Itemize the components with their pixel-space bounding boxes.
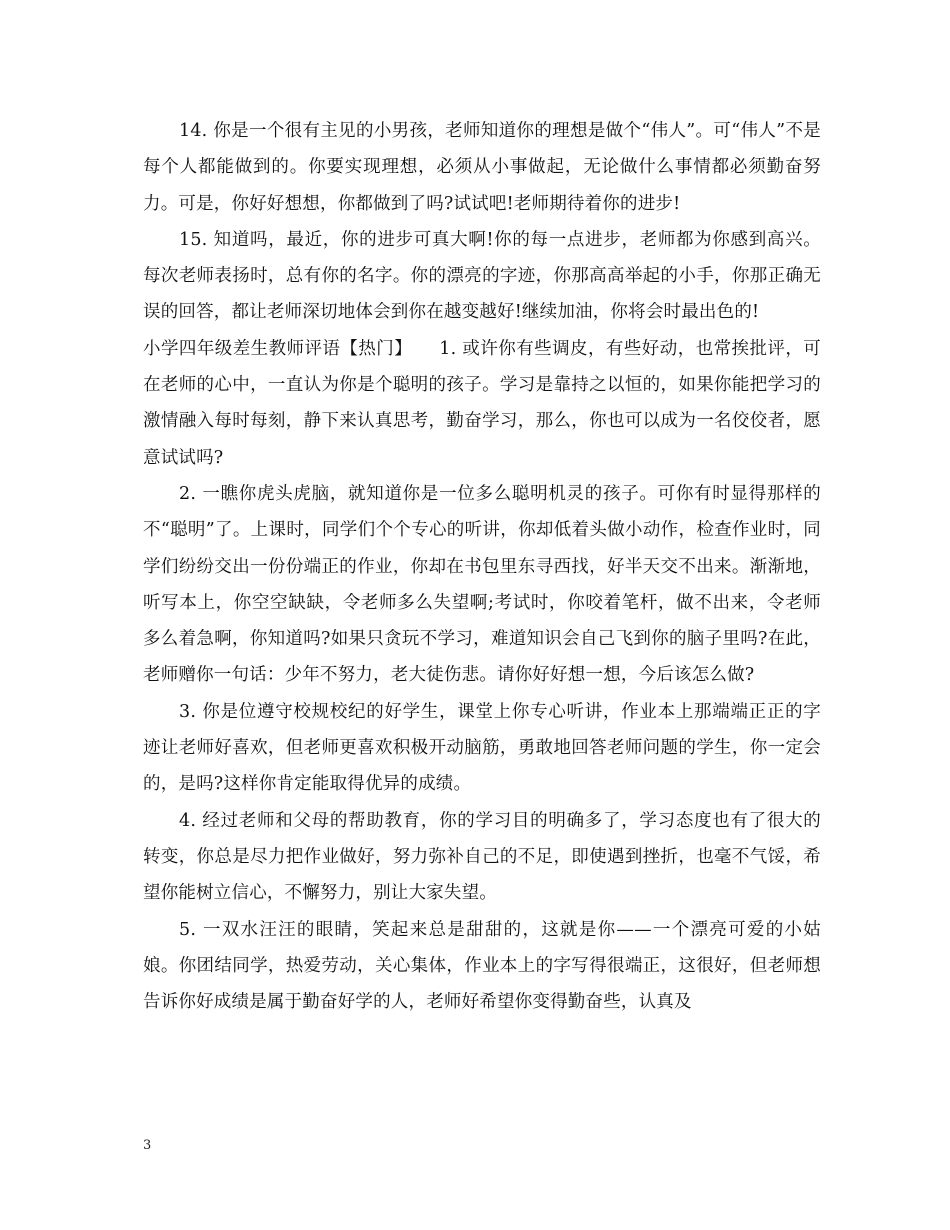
paragraph-comment-3: 3. 你是位遵守校规校纪的好学生，课堂上你专心听讲，作业本上那端端正正的字迹让老师好喜欢，但老师更喜欢积极开动脑筋，勇敢地回答老师问题的学生，你一定会的，是吗?这样你肯定能取得优异的成绩。 xyxy=(143,701,821,795)
paragraph-comment-4: 4. 经过老师和父母的帮助教育，你的学习目的明确多了，学习态度也有了很大的转变，你总是尽力把作业做好，努力弥补自己的不足，即使遇到挫折，也毫不气馁，希望你能树立信心，不懈努力，别让大家失望。 xyxy=(143,810,821,904)
paragraph-section-heading-comment-1: 小学四年级差生教师评语【热门】 1. 或许你有些调皮，有些好动，也常挨批评，可在老师的心中，一直认为你是个聪明的孩子。学习是靠持之以恒的，如果你能把学习的激情融入每时每刻，静下来认真思考，勤奋学习，那么，你也可以成为一名佼佼者，愿意试试吗? xyxy=(143,338,821,468)
page-number: 3 xyxy=(143,1138,152,1153)
document-body xyxy=(143,113,821,1020)
paragraph-comment-14: 14. 你是一个很有主见的小男孩，老师知道你的理想是做个“伟人”。可“伟人”不是每个人都能做到的。你要实现理想，必须从小事做起，无论做什么事情都必须勤奋努力。可是，你好好想想，你都做到了吗?试试吧!老师期待着你的进步! xyxy=(143,121,821,214)
paragraph-comment-15: 15. 知道吗，最近，你的进步可真大啊!你的每一点进步，老师都为你感到高兴。每次老师表扬时，总有你的名字。你的漂亮的字迹，你那高高举起的小手，你那正确无误的回答，都让老师深切地体会到你在越变越好!继续加油，你将会时最出色的! xyxy=(143,229,821,323)
paragraph-comment-2: 2. 一瞧你虎头虎脑，就知道你是一位多么聪明机灵的孩子。可你有时显得那样的不“聪明”了。上课时，同学们个个专心的听讲，你却低着头做小动作，检查作业时，同学们纷纷交出一份份端正的作业，你却在书包里东寻西找，好半天交不出来。渐渐地，听写本上，你空空缺缺，令老师多么失望啊;考试时，你咬着笔杆，做不出来，令老师多么着急啊，你知道吗?如果只贪玩不学习，难道知识会自己飞到你的脑子里吗?在此，老师赠你一句话：少年不努力，老大徒伤悲。请你好好想一想，今后该怎么做? xyxy=(143,483,821,686)
paragraph-comment-5: 5. 一双水汪汪的眼睛，笑起来总是甜甜的，这就是你——一个漂亮可爱的小姑娘。你团结同学，热爱劳动，关心集体，作业本上的字写得很端正，这很好，但老师想告诉你好成绩是属于勤奋好学的人，老师好希望你变得勤奋些，认真及 xyxy=(143,919,821,1013)
